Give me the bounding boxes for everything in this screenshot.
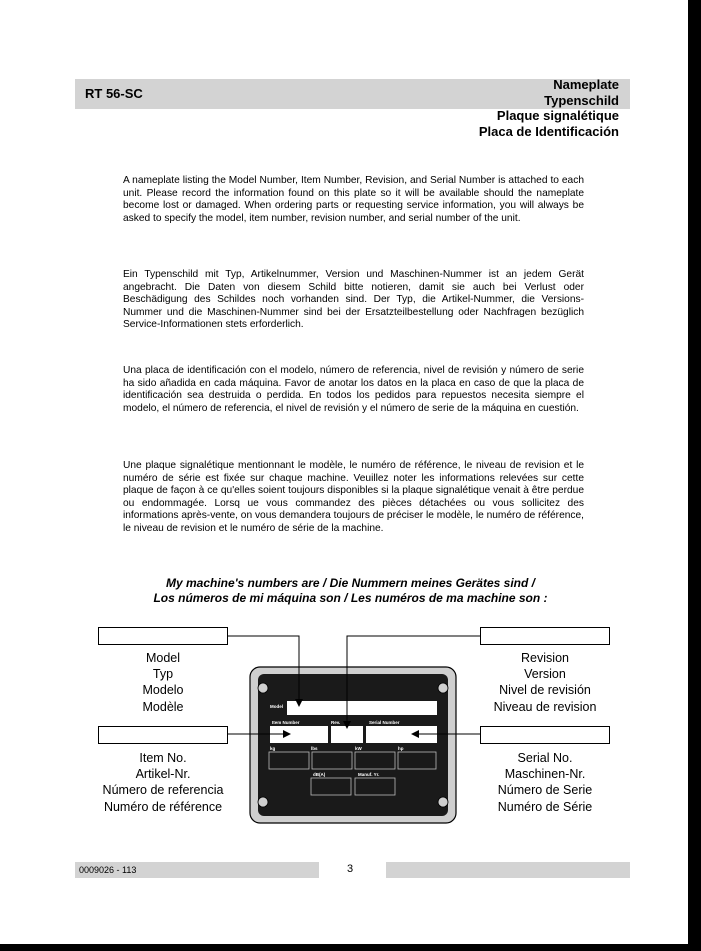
serial-labels: Serial No. Maschinen-Nr. Número de Serie Numéro de Série	[497, 751, 593, 814]
model-labels: Model Typ Modelo Modèle	[142, 651, 184, 714]
paragraph-es: Una placa de identificación con el modelo, número de referencia, nivel de revisión y número de serie ha sido añadida en cada máquina. Favor de anotar los datos en la placa en caso de que la placa de identificación sea destruida o perdida. En todos los pedidos para repuestos necesita siempre el modelo, el número de referencia, el nivel de revisión y el número de serie de la máquina en cuestión.	[123, 365, 584, 414]
footer-code: 0009026 - 113	[79, 865, 137, 875]
page-number: 3	[347, 863, 354, 875]
plate-model-field	[287, 701, 437, 715]
screw-bottom-left-icon	[258, 797, 268, 807]
title-es: Placa de Identificación	[478, 123, 619, 139]
footer-bar-right	[386, 862, 630, 878]
plate-lbs-label: lbs	[311, 746, 318, 751]
paragraph-en: A nameplate listing the Model Number, Item Number, Revision, and Serial Number is attached to each unit. Please record the information found on this plate so it will be available should the nameplate become lost or damaged. When ordering parts or requesting service information, you will always be asked to specify the model, item number, revision number, and serial number of the unit.	[123, 175, 584, 224]
plate-item-label: Item Number	[272, 720, 300, 725]
plate-kg-label: kg	[270, 746, 276, 751]
screw-bottom-right-icon	[438, 797, 448, 807]
title-fr: Plaque signalétique	[496, 108, 619, 123]
plate-rev-label: Rev.	[331, 720, 341, 725]
revision-labels: Revision Version Nivel de revisión Niveau de revision	[493, 651, 597, 714]
plate-rev-field	[331, 726, 363, 743]
title-en: Nameplate	[553, 77, 619, 92]
paragraph-de: Ein Typenschild mit Typ, Artikelnummer, Version und Maschinen-Nummer ist an jedem Gerät angebracht. Die Daten von diesem Schild bitte notieren, damit sie auch bei Verlust oder Beschädigung des Schildes noch vorhanden sind. Der Typ, die Artikel-Nummer, die Versions- Nummer und die Maschinen-Nummer sind bei der Ersatzteilbestellung oder Nachfragen bezüglich Service-Informationen stets erforderlich.	[123, 269, 584, 331]
header-model: RT 56-SC	[85, 86, 143, 101]
plate-face	[258, 674, 448, 816]
plate-hp-label: hp	[398, 746, 404, 751]
paragraph-fr: Une plaque signalétique mentionnant le modèle, le numéro de référence, le niveau de revision et le numéro de série est fixée sur chaque machine. Veuillez noter les informations relevées sur cette plaque de façon à ce qu'elles soient toujours disponibles si la plaque signalétique venait à être perdue ou endommagée. Lorsq ue vous commandez des pièces détachées ou vous sollicitez des informations après-vente, on vous demandera toujours de préciser le modèle, le numéro de référence, le niveau de revision et le numéro de série de la machine.	[123, 460, 584, 534]
callout-line-2: Los números de mi máquina son / Les numéros de ma machine son :	[153, 591, 548, 605]
callout-line-1: My machine's numbers are / Die Nummern meines Gerätes sind /	[166, 576, 535, 590]
plate-serial-label: Serial Number	[369, 720, 400, 725]
plate-kw-label: kW	[355, 746, 362, 751]
title-de: Typenschild	[544, 92, 619, 108]
plate-manuf-label: Manuf. Yr.	[358, 772, 380, 777]
plate-db-label: dB(A)	[313, 772, 326, 777]
screw-top-left-icon	[258, 683, 268, 693]
item-labels: Item No. Artikel-Nr. Número de referencia Numéro de référence	[102, 751, 224, 814]
plate-model-label: Model	[270, 704, 283, 709]
screw-top-right-icon	[438, 683, 448, 693]
